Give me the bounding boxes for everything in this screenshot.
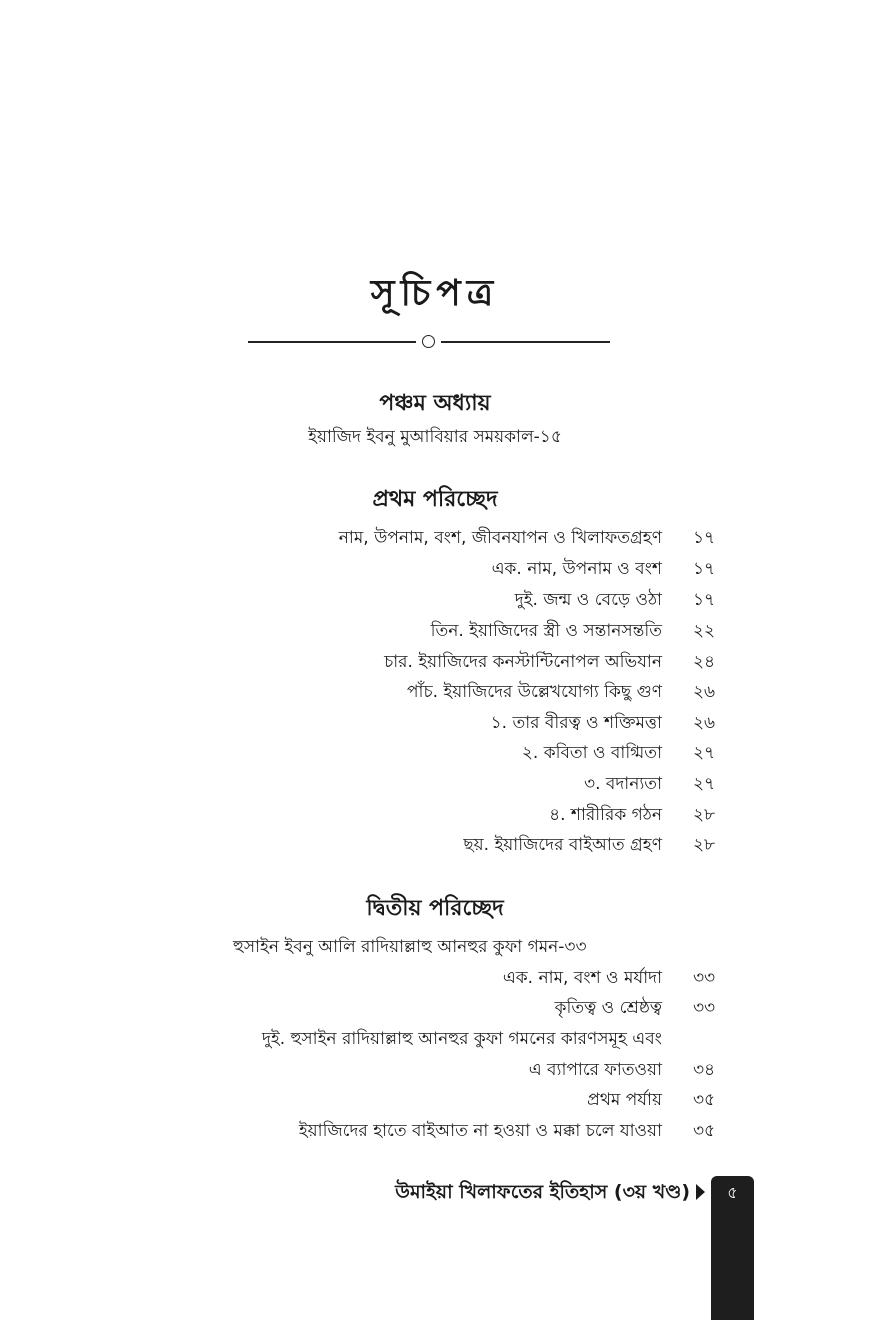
toc-page-number: ২৭ — [693, 743, 716, 763]
toc-page-number: ২৪ — [693, 652, 716, 672]
toc-entry[interactable] — [0, 740, 870, 770]
section-subtitle: হুসাইন ইবনু আলি রাদিয়াল্লাহু আনহুর কুফা গমন-৩৩ — [233, 937, 587, 957]
toc-entry-text: এ ব্যাপারে ফাতওয়া — [528, 1060, 662, 1080]
toc-page-number: ২৭ — [693, 774, 716, 794]
toc-page-number: ২৬ — [693, 713, 716, 733]
toc-entry-text: ইয়াজিদের হাতে বাইআত না হওয়া ও মক্কা চলে যাওয়া — [298, 1121, 662, 1141]
toc-entry[interactable] — [0, 679, 870, 709]
toc-entry-text: তিন. ইয়াজিদের স্ত্রী ও সন্তানসন্ততি — [430, 621, 662, 641]
triangle-right-icon — [696, 1184, 705, 1200]
toc-page-number: ২৮ — [693, 805, 716, 825]
toc-entry-text: ৪. শারীরিক গঠন — [549, 805, 662, 825]
page-number-tab — [711, 1176, 754, 1320]
toc-page-number: ১৭ — [693, 528, 716, 548]
toc-entry[interactable] — [0, 771, 870, 801]
toc-entry[interactable] — [0, 618, 870, 648]
toc-entry[interactable] — [0, 1057, 870, 1087]
toc-page-number: ৩৩ — [693, 998, 716, 1018]
toc-page-number: ১৭ — [693, 559, 716, 579]
toc-entry[interactable] — [0, 649, 870, 679]
footer-book-title: উমাইয়া খিলাফতের ইতিহাস (৩য় খণ্ড) — [395, 1181, 690, 1203]
toc-entry-text: কৃতিত্ব ও শ্রেষ্ঠত্ব — [554, 998, 662, 1018]
toc-entry[interactable] — [0, 1026, 870, 1056]
toc-entry[interactable] — [0, 965, 870, 995]
toc-entry[interactable] — [0, 587, 870, 617]
toc-page-number: ৩৫ — [693, 1121, 716, 1141]
page-footer — [0, 1176, 870, 1320]
page-title: সূচিপত্র — [370, 273, 500, 314]
toc-entry-text: দুই. হুসাইন রাদিয়াল্লাহু আনহুর কুফা গমনের কারণসমূহ এবং — [261, 1029, 662, 1049]
toc-entry-text: নাম, উপনাম, বংশ, জীবনযাপন ও খিলাফতগ্রহণ — [338, 528, 662, 548]
toc-entry-text: ছয়. ইয়াজিদের বাইআত গ্রহণ — [463, 835, 662, 855]
toc-entry[interactable] — [0, 525, 870, 555]
toc-page-number: ২৬ — [693, 682, 716, 702]
toc-entry[interactable] — [0, 802, 870, 832]
toc-entry-text: প্রথম পর্যায় — [587, 1090, 662, 1110]
chapter-subtitle: ইয়াজিদ ইবনু মুআবিয়ার সময়কাল-১৫ — [308, 427, 562, 447]
toc-page-number: ২৮ — [693, 835, 716, 855]
toc-entry[interactable] — [0, 556, 870, 586]
section-heading-first: প্রথম পরিচ্ছেদ — [372, 487, 498, 512]
toc-page-number: ৩৫ — [693, 1090, 716, 1110]
toc-entry[interactable] — [0, 710, 870, 740]
toc-entry-text: চার. ইয়াজিদের কনস্টান্টিনোপল অভিযান — [384, 652, 662, 672]
section-heading-second: দ্বিতীয় পরিচ্ছেদ — [366, 896, 504, 921]
toc-page-number: ৩৩ — [693, 968, 716, 988]
toc-entry[interactable] — [0, 832, 870, 862]
toc-entry-text: ১. তার বীরত্ব ও শক্তিমত্তা — [490, 713, 662, 733]
toc-entry-text: পাঁচ. ইয়াজিদের উল্লেখযোগ্য কিছু গুণ — [406, 682, 662, 702]
toc-entry[interactable] — [0, 1118, 870, 1148]
toc-page-number: ৩৪ — [693, 1060, 716, 1080]
toc-entry-text: ২. কবিতা ও বাগ্মিতা — [521, 743, 662, 763]
toc-entry-text: এক. নাম, বংশ ও মর্যাদা — [502, 968, 662, 988]
toc-entry[interactable] — [0, 995, 870, 1025]
title-divider — [248, 334, 610, 350]
divider-circle-ornament — [422, 335, 435, 348]
toc-entry-text: ৩. বদান্যতা — [584, 774, 662, 794]
toc-page-number: ১৭ — [693, 590, 716, 610]
toc-page-number: ২২ — [693, 621, 716, 641]
chapter-heading: পঞ্চম অধ্যায় — [379, 391, 491, 416]
divider-line-left — [248, 341, 416, 343]
divider-line-right — [441, 341, 610, 343]
toc-entry[interactable] — [0, 1087, 870, 1117]
toc-entry-text: এক. নাম, উপনাম ও বংশ — [491, 559, 662, 579]
toc-entry-text: দুই. জন্ম ও বেড়ে ওঠা — [514, 590, 662, 610]
page-number: ৫ — [727, 1183, 738, 1202]
